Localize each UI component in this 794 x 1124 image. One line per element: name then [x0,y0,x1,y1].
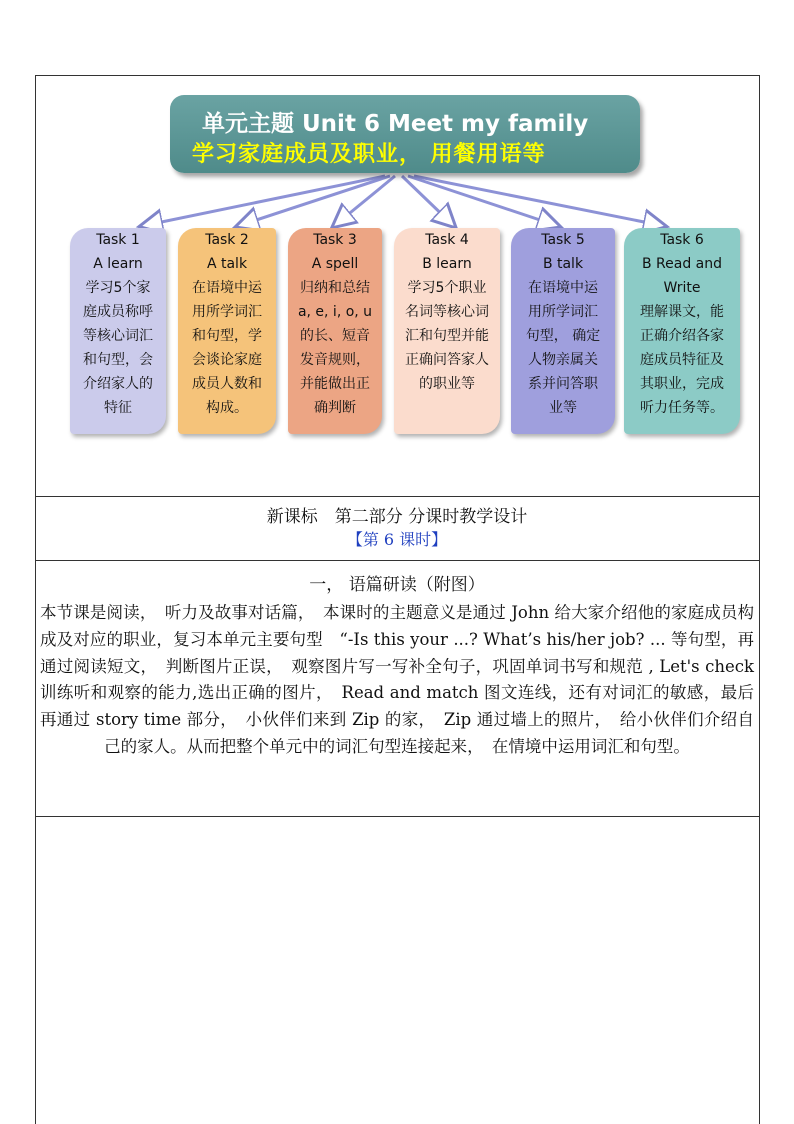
table-divider [35,816,759,817]
task-title: Task 2 [205,232,249,248]
analysis-paragraph: 本节课是阅读， 听力及故事对话篇， 本课时的主题意义是通过 John 给大家介绍他的家庭成员构成及对应的职业，复习本单元主要句型 “-Is this your ...? What’s his/her job? ... 等句型，再通过阅读短文， 判断图片正误， 观察图片写一写补全句子，巩固单词书写和规范 , Let's check 训练听和观察的能力,选出正确的图片， Read and match 图文连线，还有对词汇的敏感，最后再通过 story time 部分， 小伙伴们来到 Zip 的家， Zip 通过墙上的照片， 给小伙伴们介绍自己的家人。从而把整个单元中的词汇句型连接起来， 在情境中运用词汇和句型。 [40,603,754,756]
task-body: 理解课文，能 正确介绍各家 庭成员特征及 其职业，完成 听力任务等。 [640,304,724,416]
task-sub: B learn [422,256,472,272]
analysis-heading: 一， 语篇研读（附图） [309,575,485,595]
task-title: Task 3 [313,232,357,248]
unit-theme-title: 单元主题 Unit 6 Meet my family [202,111,589,137]
task-title: Task 4 [425,232,469,248]
task-sub: B talk [542,256,584,272]
task-sub: A spell [311,256,359,272]
task-sub: B Read and Write [641,256,723,296]
task-title: Task 5 [541,232,585,248]
task-body: 归纳和总结 a, e, i, o, u 的长、短音 发音规则， 并能做出正 确判断 [297,280,373,416]
task-body: 在语境中运 用所学词汇 句型， 确定 人物亲属关 系并问答职 业等 [525,280,601,416]
unit-theme-banner [170,95,640,173]
task-card-1 [70,228,166,434]
task-sub: A learn [93,256,143,272]
lesson-label: 【第 6 课时】 [346,530,448,549]
unit-theme-subtitle: 学习家庭成员及职业， 用餐用语等 [192,142,546,167]
task-card-3 [288,228,382,434]
task-card-6 [624,228,740,434]
task-body: 在语境中运 用所学词汇 和句型，学 会谈论家庭 成员人数和 构成。 [192,280,262,416]
table-divider [35,496,759,497]
task-body: 学习5个家 庭成员称呼 等核心词汇 和句型，会 介绍家人的 特征 [83,280,153,416]
task-body: 学习5个职业 名词等核心词 汇和句型并能 正确问答家人 的职业等 [405,280,489,392]
task-sub: A talk [206,256,248,272]
task-title: Task 1 [96,232,140,248]
section-title: 新课标 第二部分 分课时教学设计 [266,507,528,527]
table-divider [35,560,759,561]
task-card-4 [394,228,500,434]
task-card-2 [178,228,276,434]
task-card-5 [511,228,615,434]
task-title: Task 6 [660,232,704,248]
